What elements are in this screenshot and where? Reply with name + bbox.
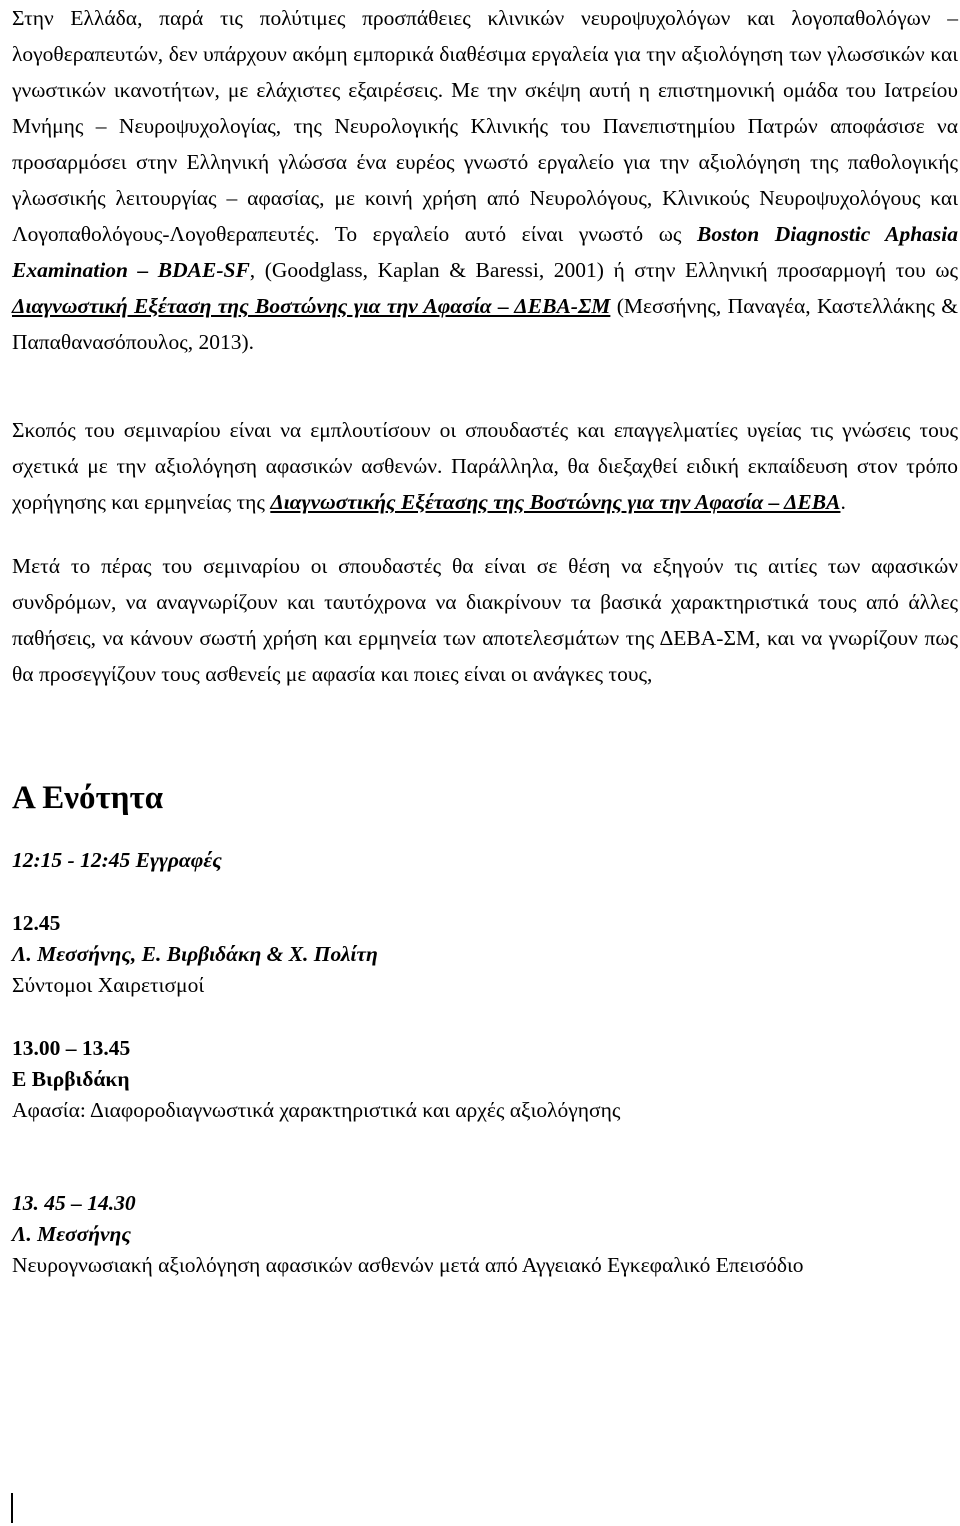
schedule-time: 13.00 – 13.45	[12, 1036, 131, 1060]
schedule-topic: Αφασία: Διαφοροδιαγνωστικά χαρακτηριστικά και αρχές αξιολόγησης	[12, 1098, 621, 1122]
schedule-item	[12, 1033, 958, 1126]
purpose-text-2: .	[840, 490, 846, 514]
schedule-topic: Νευρογνωσιακή αξιολόγηση αφασικών ασθενών μετά από Αγγειακό Εγκεφαλικό Επεισόδιο	[12, 1253, 804, 1277]
intro-paragraph	[12, 0, 958, 360]
purpose-text-1: Σκοπός του σεμιναρίου είναι να εμπλουτίσουν οι σπουδαστές και επαγγελματίες υγείας τις γνώσεις τους σχετικά με την αξιολόγηση αφασικών ασθενών. Παράλληλα, θα διεξαχθεί ειδική εκπαίδευση στον τρόπο χορήγησης και ερμηνείας της	[12, 418, 958, 514]
schedule-speaker: Ε Βιρβιδάκη	[12, 1067, 130, 1091]
section-heading: Α Ενότητα	[12, 780, 164, 816]
bdae-title: Boston Diagnostic Aphasia Examination – BDAE-SF	[12, 222, 958, 282]
schedule-item	[12, 1188, 958, 1281]
deva-short-title: Διαγνωστικής Εξέτασης της Βοστώνης για την Αφασία – ΔΕΒΑ	[270, 490, 841, 514]
document-page	[12, 0, 958, 1281]
spacer	[12, 692, 958, 778]
spacer	[12, 360, 958, 412]
schedule-time: 13. 45 – 14.30	[12, 1191, 136, 1215]
intro-text-3: (Μεσσήνης, Παναγέα, Καστελλάκης & Παπαθανασόπουλος, 2013).	[12, 294, 958, 354]
schedule-topic: Σύντομοι Χαιρετισμοί	[12, 973, 205, 997]
purpose-paragraph	[12, 412, 958, 520]
outcome-paragraph: Μετά το πέρας του σεμιναρίου οι σπουδαστές θα είναι σε θέση να εξηγούν τις αιτίες των αφασικών συνδρόμων, να αναγνωρίζουν και ταυτόχρονα να διακρίνουν τα βασικά χαρακτηριστικά τους από άλλες παθήσεις, να κάνουν σωστή χρήση και ερμηνεία των αποτελεσμάτων της ΔΕΒΑ-ΣΜ, και να γνωρίζουν πως θα προσεγγίζουν τους ασθενείς με αφασία και ποιες είναι οι ανάγκες τους,	[12, 554, 958, 686]
schedule-time: 12:15 - 12:45 Εγγραφές	[12, 848, 222, 872]
intro-text-1: Στην Ελλάδα, παρά τις πολύτιμες προσπάθειες κλινικών νευροψυχολόγων και λογοπαθολόγων – λογοθεραπευτών, δεν υπάρχουν ακόμη εμπορικά διαθέσιμα εργαλεία για την αξιολόγηση των γλωσσικών και γνωστικών ικανοτήτων, με ελάχιστες εξαιρέσεις. Με την σκέψη αυτή η επιστημονική ομάδα του Ιατρείου Μνήμης – Νευροψυχολογίας, της Νευρολογικής Κλινικής του Πανεπιστημίου Πατρών αποφάσισε να προσαρμόσει στην Ελληνική γλώσσα ένα ευρέος γνωστό εργαλείο για την αξιολόγηση της παθολογικής γλωσσικής λειτουργίας – αφασίας, με κοινή χρήση από Νευρολόγους, Κλινικούς Νευροψυχολόγους και Λογοπαθολόγους-Λογοθεραπευτές. Το εργαλείο αυτό είναι γνωστό ως	[12, 6, 958, 246]
spacer	[12, 520, 958, 548]
intro-text-2: , (Goodglass, Kaplan & Baressi, 2001) ή στην Ελληνική προσαρμογή του ως	[249, 258, 958, 282]
margin-mark	[11, 1493, 13, 1523]
deva-title: Διαγνωστική Εξέταση της Βοστώνης για την Αφασία – ΔΕΒΑ-ΣΜ	[12, 294, 611, 318]
schedule-time: 12.45	[12, 911, 61, 935]
schedule-speaker: Λ. Μεσσήνης, Ε. Βιρβιδάκη & Χ. Πολίτη	[12, 942, 378, 966]
schedule-item	[12, 908, 958, 1001]
schedule-speaker: Λ. Μεσσήνης	[12, 1222, 131, 1246]
